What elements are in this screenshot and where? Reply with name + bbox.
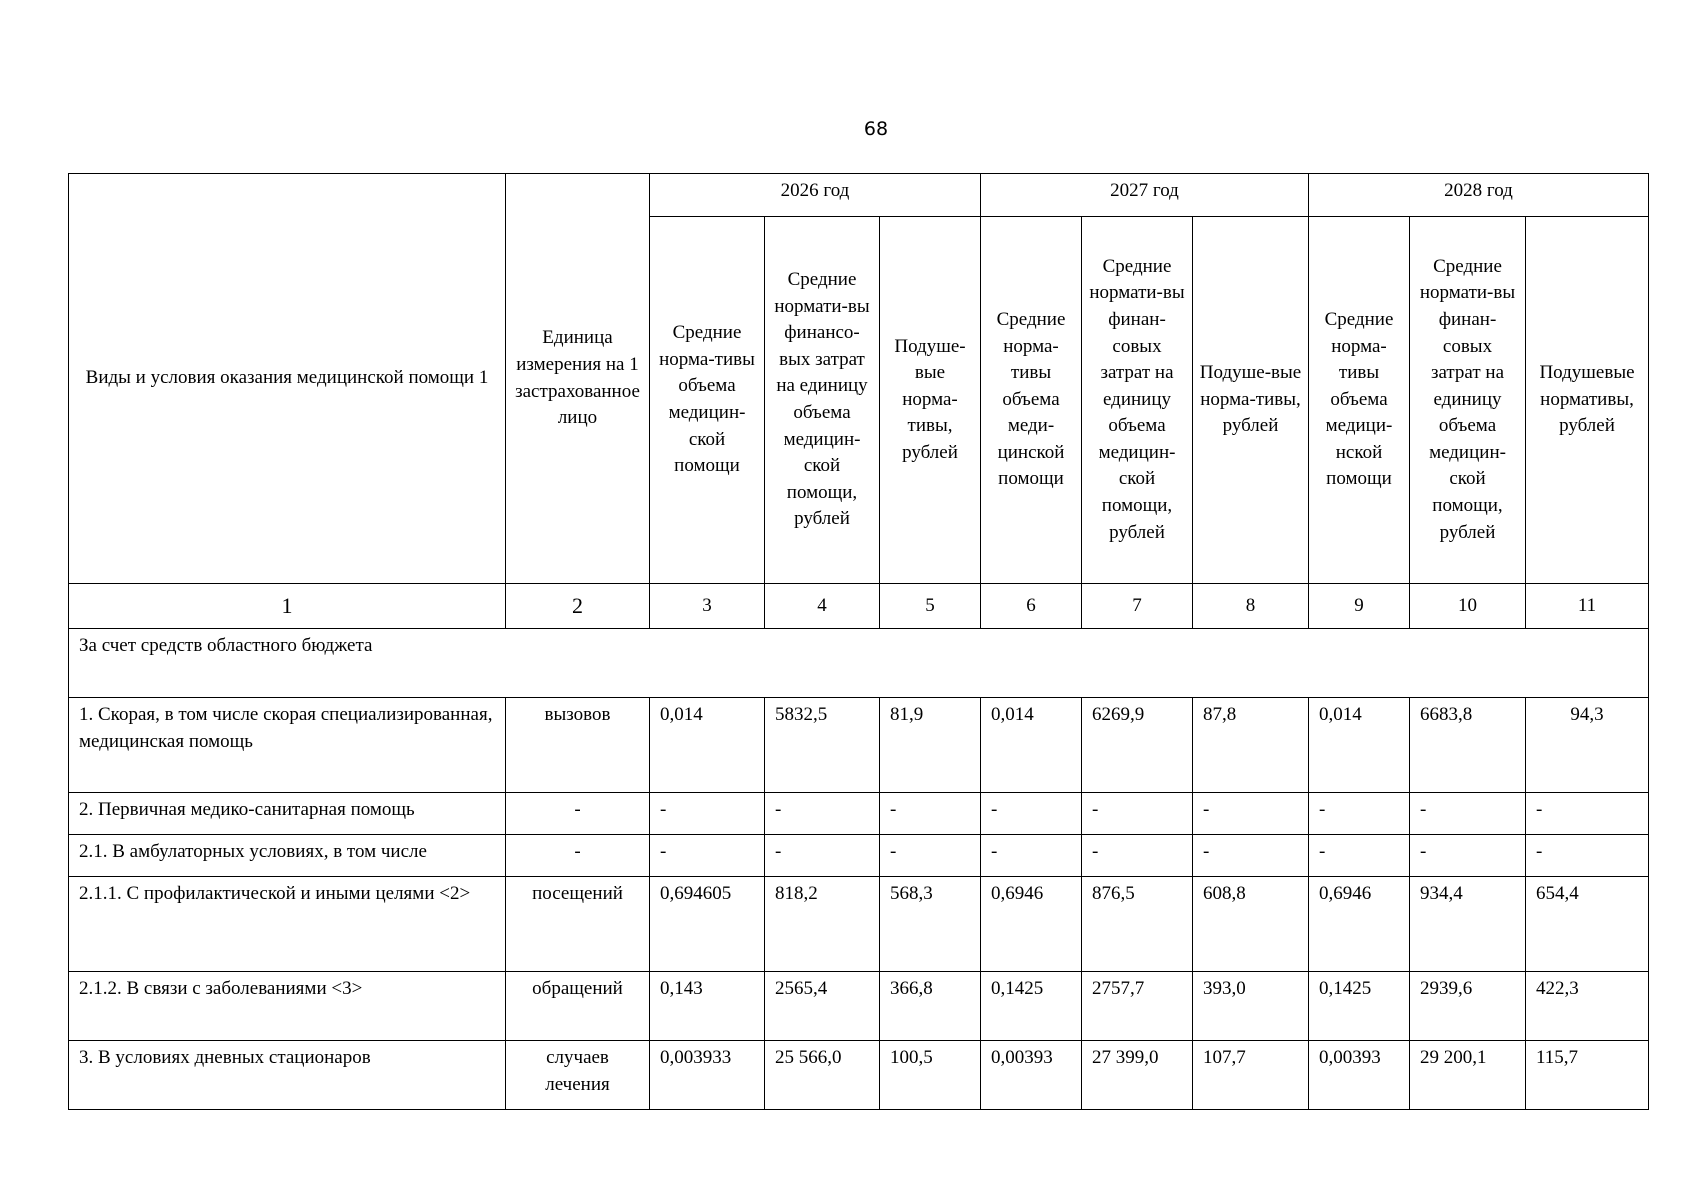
table-row xyxy=(69,698,1649,793)
header-year-2027: 2027 год xyxy=(981,174,1309,217)
cell-value: - xyxy=(650,835,765,877)
cell-value: 0,014 xyxy=(650,698,765,793)
row-name: 1. Скорая, в том числе скорая специализированная, медицинская помощь xyxy=(69,698,506,793)
cell-value: - xyxy=(1410,793,1526,835)
header-row-years xyxy=(69,174,1649,217)
section-title: За счет средств областного бюджета xyxy=(69,629,1649,698)
cell-value: 876,5 xyxy=(1082,877,1193,972)
cell-value: 0,6946 xyxy=(981,877,1082,972)
cell-value: 25 566,0 xyxy=(765,1041,880,1110)
row-name: 2.1. В амбулаторных условиях, в том числе xyxy=(69,835,506,877)
page-number: 68 xyxy=(863,118,889,140)
column-number: 9 xyxy=(1309,584,1410,629)
cell-value: 818,2 xyxy=(765,877,880,972)
header-2028-per-capita: Подушевые нормативы, рублей xyxy=(1526,217,1649,584)
cell-value: 107,7 xyxy=(1193,1041,1309,1110)
cell-value: 0,143 xyxy=(650,972,765,1041)
cell-value: - xyxy=(1526,793,1649,835)
table-row xyxy=(69,877,1649,972)
cell-value: 934,4 xyxy=(1410,877,1526,972)
column-number: 7 xyxy=(1082,584,1193,629)
cell-value: - xyxy=(1309,835,1410,877)
cell-value: 2757,7 xyxy=(1082,972,1193,1041)
header-2027-per-capita: Подуше-вые норма-тивы, рублей xyxy=(1193,217,1309,584)
row-unit: обращений xyxy=(506,972,650,1041)
cell-value: - xyxy=(1193,793,1309,835)
column-number: 6 xyxy=(981,584,1082,629)
cell-value: 0,014 xyxy=(1309,698,1410,793)
header-2028-volume: Средние норма-тивы объема медици-нской помощи xyxy=(1309,217,1410,584)
cell-value: 5832,5 xyxy=(765,698,880,793)
row-name: 2.1.2. В связи с заболеваниями <3> xyxy=(69,972,506,1041)
cell-value: - xyxy=(650,793,765,835)
header-2026-per-capita: Подуше-вые норма-тивы, рублей xyxy=(880,217,981,584)
cell-value: - xyxy=(880,793,981,835)
header-year-2028: 2028 год xyxy=(1309,174,1649,217)
cell-value: - xyxy=(880,835,981,877)
section-row xyxy=(69,629,1649,698)
cell-value: 422,3 xyxy=(1526,972,1649,1041)
header-2027-volume: Средние норма-тивы объема меди-цинской помощи xyxy=(981,217,1082,584)
cell-value: 654,4 xyxy=(1526,877,1649,972)
cell-value: 100,5 xyxy=(880,1041,981,1110)
row-unit: посещений xyxy=(506,877,650,972)
cell-value: 0,1425 xyxy=(981,972,1082,1041)
cell-value: 0,00393 xyxy=(981,1041,1082,1110)
column-number-row xyxy=(69,584,1649,629)
cell-value: 27 399,0 xyxy=(1082,1041,1193,1110)
cell-value: 2565,4 xyxy=(765,972,880,1041)
header-unit: Единица измерения на 1 застрахованное лицо xyxy=(506,174,650,584)
norms-table xyxy=(68,173,1649,1110)
cell-value: 115,7 xyxy=(1526,1041,1649,1110)
cell-value: - xyxy=(981,835,1082,877)
column-number: 5 xyxy=(880,584,981,629)
cell-value: 366,8 xyxy=(880,972,981,1041)
header-2028-cost: Средние нормати-вы финан-совых затрат на единицу объема медицин-ской помощи, рублей xyxy=(1410,217,1526,584)
cell-value: 29 200,1 xyxy=(1410,1041,1526,1110)
cell-value: 2939,6 xyxy=(1410,972,1526,1041)
table-row xyxy=(69,1041,1649,1110)
column-number: 8 xyxy=(1193,584,1309,629)
column-number: 3 xyxy=(650,584,765,629)
cell-value: 0,003933 xyxy=(650,1041,765,1110)
row-name: 3. В условиях дневных стационаров xyxy=(69,1041,506,1110)
cell-value: - xyxy=(1410,835,1526,877)
header-year-2026: 2026 год xyxy=(650,174,981,217)
cell-value: 6683,8 xyxy=(1410,698,1526,793)
column-number: 2 xyxy=(506,584,650,629)
row-name: 2.1.1. С профилактической и иными целями <2> xyxy=(69,877,506,972)
header-2026-cost: Средние нормати-вы финансо-вых затрат на единицу объема медицин-ской помощи, рублей xyxy=(765,217,880,584)
cell-value: 0,6946 xyxy=(1309,877,1410,972)
cell-value: 568,3 xyxy=(880,877,981,972)
table-row xyxy=(69,835,1649,877)
cell-value: 0,694605 xyxy=(650,877,765,972)
cell-value: - xyxy=(1193,835,1309,877)
cell-value: - xyxy=(1082,835,1193,877)
cell-value: - xyxy=(765,835,880,877)
cell-value: 0,1425 xyxy=(1309,972,1410,1041)
cell-value: 94,3 xyxy=(1526,698,1649,793)
row-name: 2. Первичная медико-санитарная помощь xyxy=(69,793,506,835)
cell-value: 87,8 xyxy=(1193,698,1309,793)
row-unit: вызовов xyxy=(506,698,650,793)
column-number: 11 xyxy=(1526,584,1649,629)
column-number: 4 xyxy=(765,584,880,629)
cell-value: 608,8 xyxy=(1193,877,1309,972)
header-2027-cost: Средние нормати-вы финан-совых затрат на единицу объема медицин-ской помощи, рублей xyxy=(1082,217,1193,584)
cell-value: 0,00393 xyxy=(1309,1041,1410,1110)
table-row xyxy=(69,972,1649,1041)
row-unit: - xyxy=(506,835,650,877)
row-unit: случаев лечения xyxy=(506,1041,650,1110)
cell-value: - xyxy=(765,793,880,835)
cell-value: 81,9 xyxy=(880,698,981,793)
column-number: 10 xyxy=(1410,584,1526,629)
cell-value: - xyxy=(981,793,1082,835)
header-2026-volume: Средние норма-тивы объема медицин-ской помощи xyxy=(650,217,765,584)
cell-value: - xyxy=(1309,793,1410,835)
column-number: 1 xyxy=(69,584,506,629)
cell-value: 6269,9 xyxy=(1082,698,1193,793)
cell-value: - xyxy=(1526,835,1649,877)
cell-value: - xyxy=(1082,793,1193,835)
table-row xyxy=(69,793,1649,835)
row-unit: - xyxy=(506,793,650,835)
cell-value: 393,0 xyxy=(1193,972,1309,1041)
header-kinds-of-care: Виды и условия оказания медицинской помощи 1 xyxy=(69,174,506,584)
cell-value: 0,014 xyxy=(981,698,1082,793)
